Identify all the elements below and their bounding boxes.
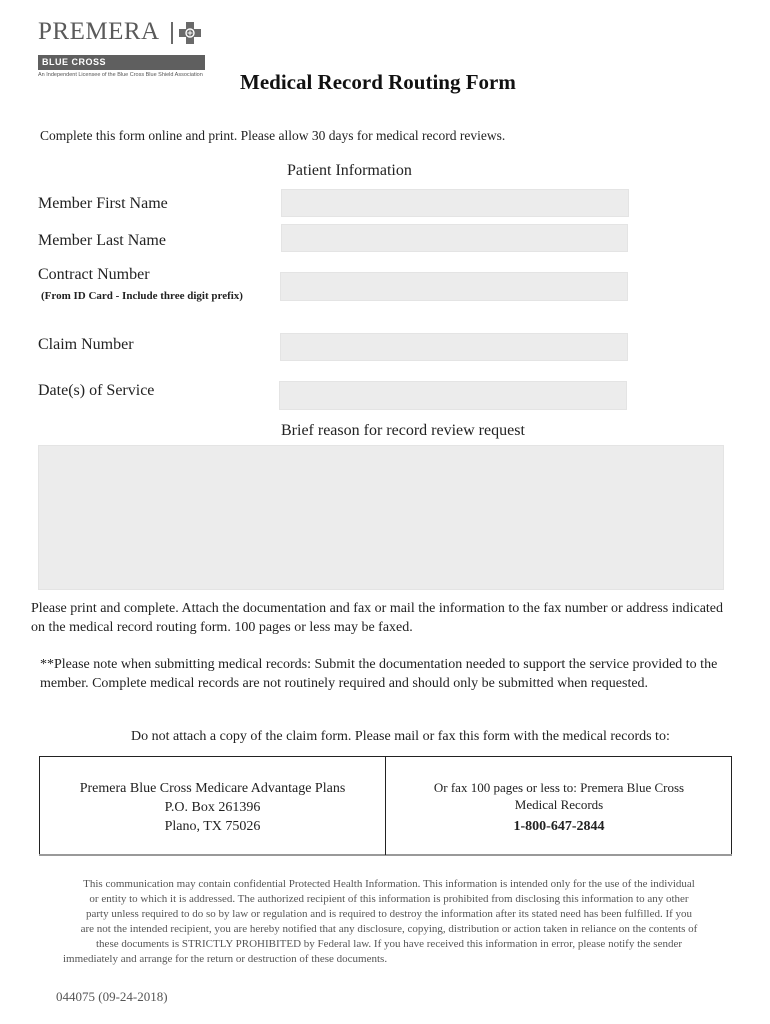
claim-number-label: Claim Number xyxy=(38,336,134,353)
notice-line: these documents is STRICTLY PROHIBITED by Federal law. If you have received this information in error, please notify the sender xyxy=(96,938,682,950)
mailing-address xyxy=(40,779,385,836)
fax-line-2: Medical Records xyxy=(514,797,604,812)
dates-of-service-field[interactable] xyxy=(279,381,627,410)
contract-number-label: Contract Number xyxy=(38,266,150,283)
logo-bar: BLUE CROSS xyxy=(38,55,205,70)
mail-instruction: Do not attach a copy of the claim form. Please mail or fax this form with the medical records to: xyxy=(131,729,670,744)
fax-number: 1-800-647-2844 xyxy=(513,819,605,834)
logo-divider xyxy=(171,22,173,44)
last-name-field[interactable] xyxy=(281,224,628,252)
reason-textarea[interactable] xyxy=(38,445,724,590)
notice-line: or entity to which it is addressed. The authorized recipient of this information is prohibited from disclosing this information to any other xyxy=(89,893,689,905)
form-number: 044075 (09-24-2018) xyxy=(56,989,168,1004)
instructions-paragraph: Please print and complete. Attach the documentation and fax or mail the information to the fax number or address indicated on the medical record routing form. 100 pages or less may be faxed. xyxy=(31,601,724,635)
notice-line: immediately and arrange for the return or destruction of these documents. xyxy=(63,953,388,965)
first-name-label: Member First Name xyxy=(38,195,168,212)
blue-cross-icon xyxy=(178,21,202,45)
notice-line: party unless required to do so by law or regulation and is required to destroy the information after its stated need has been fulfilled. If you xyxy=(85,908,693,920)
intro-text: Complete this form online and print. Please allow 30 days for medical record reviews. xyxy=(40,128,506,143)
address-line-1: Premera Blue Cross Medicare Advantage Plans xyxy=(79,781,346,796)
submission-note: **Please note when submitting medical records: Submit the documentation needed to support the service provided to the member. Complete medical records are not routinely required and should only be submitted when requested. xyxy=(40,657,718,691)
address-line-2: P.O. Box 261396 xyxy=(164,800,261,815)
claim-number-field[interactable] xyxy=(280,333,628,361)
logo-tagline: An Independent Licensee of the Blue Cross Blue Shield Association xyxy=(38,72,203,78)
reason-label: Brief reason for record review request xyxy=(281,422,525,439)
section-heading: Patient Information xyxy=(287,162,412,179)
first-name-field[interactable] xyxy=(281,189,629,217)
confidentiality-notice xyxy=(33,877,745,967)
dates-of-service-label: Date(s) of Service xyxy=(38,382,155,399)
notice-line: are not the intended recipient, you are hereby notified that any disclosure, copying, distribution or action taken in reliance on the contents of xyxy=(80,923,698,935)
notice-line: This communication may contain confidential Protected Health Information. This information is intended only for the use of the individual xyxy=(83,878,695,890)
fax-line-1: Or fax 100 pages or less to: Premera Blue Cross xyxy=(433,780,685,795)
fax-info xyxy=(386,779,732,835)
contract-number-hint: (From ID Card - Include three digit prefix) xyxy=(41,290,243,302)
logo-wordmark: PREMERA xyxy=(38,18,160,45)
contract-number-field[interactable] xyxy=(280,272,628,301)
address-line-3: Plano, TX 75026 xyxy=(164,819,261,834)
last-name-label: Member Last Name xyxy=(38,232,166,249)
form-title: Medical Record Routing Form xyxy=(240,70,516,94)
